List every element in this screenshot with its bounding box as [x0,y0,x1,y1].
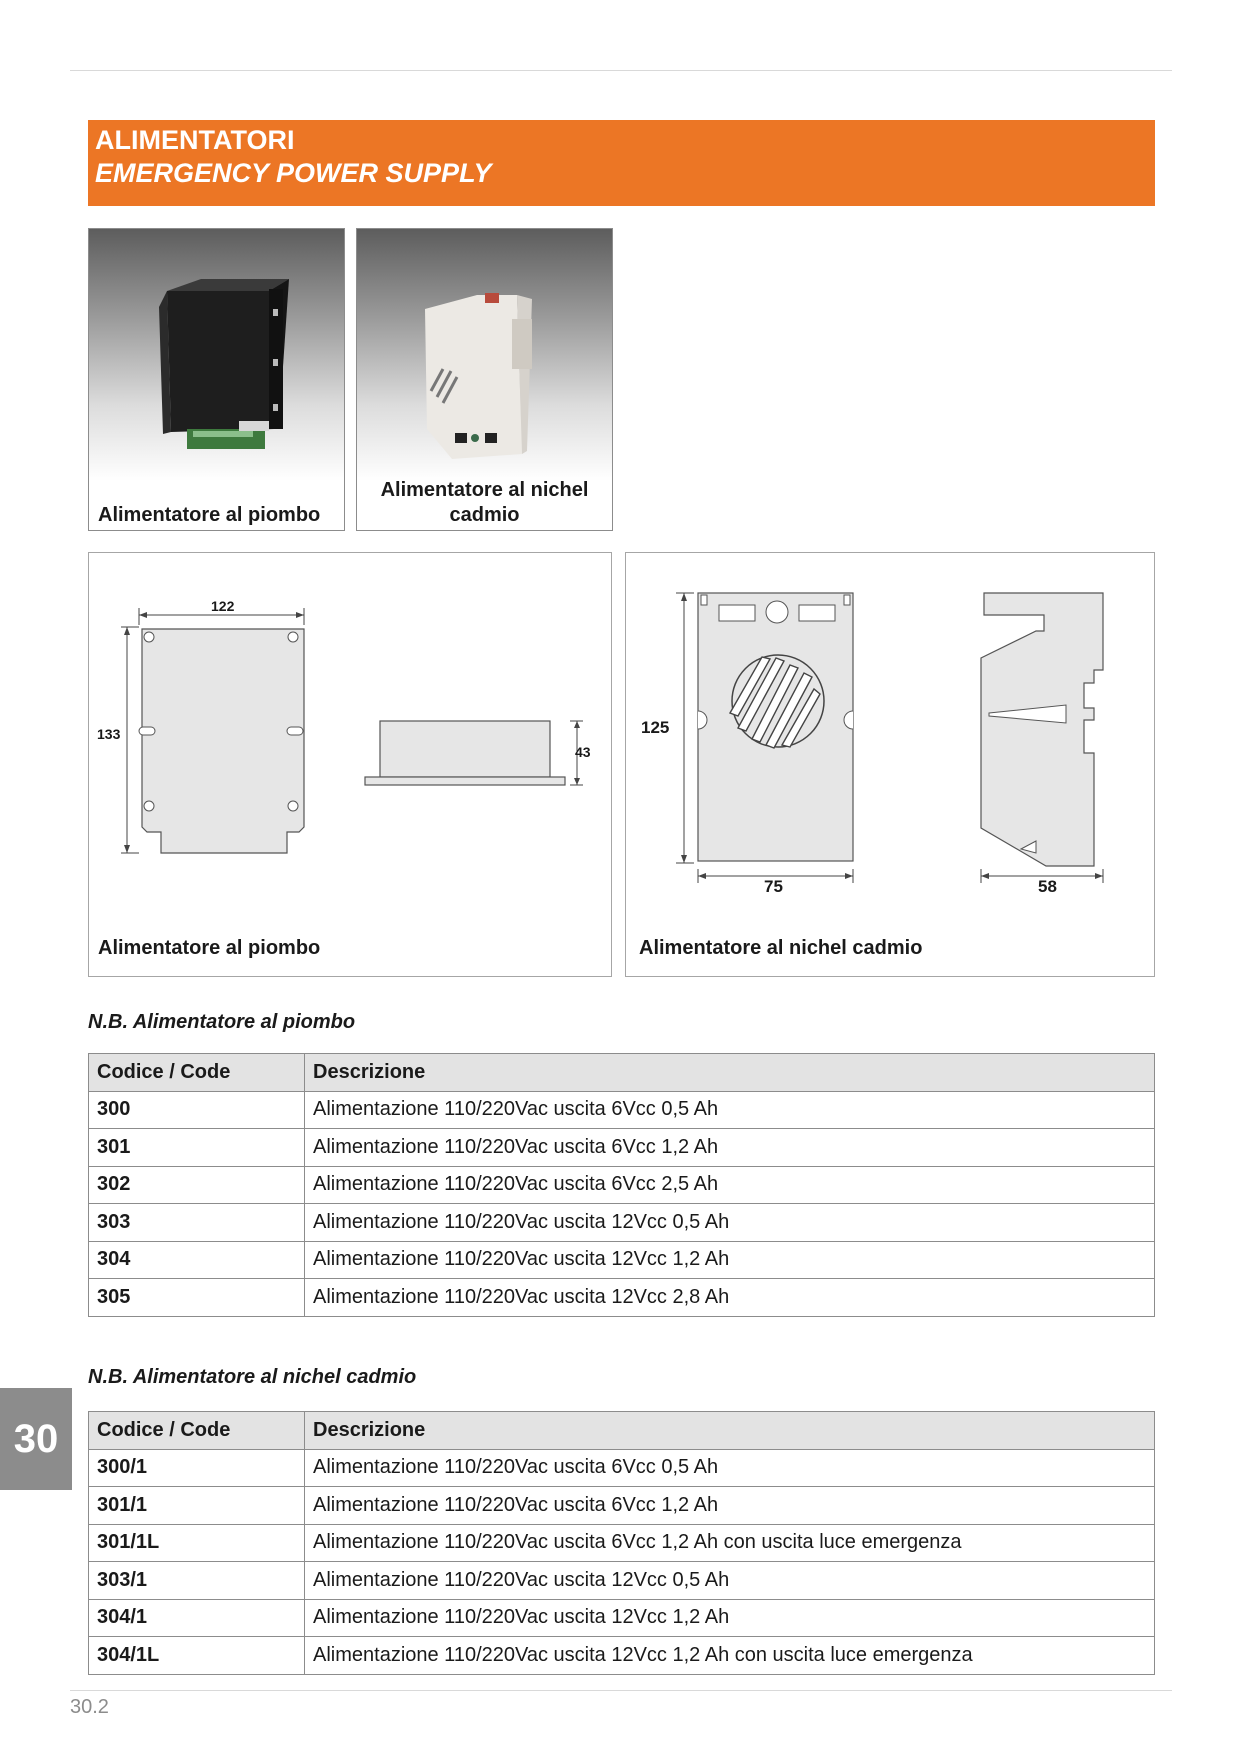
dim-nickel-depth: 58 [1038,877,1057,896]
section-title: ALIMENTATORI [95,125,295,155]
note-lead: N.B. Alimentatore al piombo [88,1011,356,1033]
column-header-description: Descrizione [305,1412,1155,1450]
cell-description: Alimentazione 110/220Vac uscita 12Vcc 0,5 Ah [305,1204,1155,1242]
drawing-lead-caption: Alimentatore al piombo [98,937,321,959]
column-header-description: Descrizione [305,1054,1155,1092]
drawing-lead-box [88,552,612,977]
note-nickel: N.B. Alimentatore al nichel cadmio [88,1366,417,1388]
table-row [89,1279,1155,1317]
dim-nickel-height: 125 [641,718,670,737]
table-row [89,1241,1155,1279]
column-header-code: Codice / Code [89,1412,305,1450]
nickel-side-body [981,593,1103,866]
cell-description: Alimentazione 110/220Vac uscita 12Vcc 2,8 Ah [305,1279,1155,1317]
cell-description: Alimentazione 110/220Vac uscita 12Vcc 1,2 Ah [305,1241,1155,1279]
lead-side-body [380,721,550,777]
cell-code: 303 [89,1204,305,1242]
cell-code: 301/1L [89,1524,305,1562]
top-rule [70,70,1172,71]
cell-description: Alimentazione 110/220Vac uscita 6Vcc 1,2 Ah [305,1487,1155,1525]
cell-code: 304/1 [89,1599,305,1637]
cell-code: 305 [89,1279,305,1317]
photo-nickel-caption: Alimentatore al nichel cadmio [380,479,589,526]
bottom-rule [70,1690,1172,1691]
cell-description: Alimentazione 110/220Vac uscita 6Vcc 0,5 Ah [305,1091,1155,1129]
cell-code: 301 [89,1129,305,1167]
lead-unit-photo-illustration [89,229,344,481]
dim-lead-width: 122 [211,598,235,614]
dim-nickel-width: 75 [764,877,783,896]
lead-side-base [365,777,565,785]
photo-nickel-unit [356,228,613,531]
table-nickel [88,1411,1155,1675]
cell-description: Alimentazione 110/220Vac uscita 12Vcc 0,5 Ah [305,1562,1155,1600]
drawing-nickel-box [625,552,1155,977]
cell-description: Alimentazione 110/220Vac uscita 6Vcc 2,5 Ah [305,1166,1155,1204]
cell-description: Alimentazione 110/220Vac uscita 6Vcc 0,5 Ah [305,1449,1155,1487]
table-row [89,1524,1155,1562]
dim-lead-depth: 43 [575,744,591,760]
table-row [89,1562,1155,1600]
cell-description: Alimentazione 110/220Vac uscita 12Vcc 1,2 Ah con uscita luce emergenza [305,1637,1155,1675]
cell-code: 303/1 [89,1562,305,1600]
table-row [89,1129,1155,1167]
cell-description: Alimentazione 110/220Vac uscita 6Vcc 1,2 Ah [305,1129,1155,1167]
drawing-lead-svg [89,553,611,976]
cell-code: 304 [89,1241,305,1279]
table-header-row [89,1412,1155,1450]
cell-code: 302 [89,1166,305,1204]
table-row [89,1599,1155,1637]
cell-description: Alimentazione 110/220Vac uscita 6Vcc 1,2 Ah con uscita luce emergenza [305,1524,1155,1562]
nickel-unit-photo-illustration [357,229,612,481]
table-header-row [89,1054,1155,1092]
photo-lead-unit [88,228,345,531]
table-row [89,1449,1155,1487]
table-row [89,1637,1155,1675]
table-row [89,1204,1155,1242]
cell-code: 300 [89,1091,305,1129]
section-tab: 30 [0,1388,72,1490]
table-row [89,1166,1155,1204]
table-lead [88,1053,1155,1317]
dim-lead-height: 133 [97,726,121,742]
lead-plate-front [142,629,304,853]
page-number: 30.2 [70,1696,109,1718]
cell-code: 300/1 [89,1449,305,1487]
photo-lead-caption: Alimentatore al piombo [98,504,321,526]
cell-code: 304/1L [89,1637,305,1675]
table-row [89,1091,1155,1129]
drawing-nickel-caption: Alimentatore al nichel cadmio [639,937,923,959]
cell-description: Alimentazione 110/220Vac uscita 12Vcc 1,2 Ah [305,1599,1155,1637]
drawing-nickel-svg [626,553,1154,976]
section-header [88,120,1155,206]
cell-code: 301/1 [89,1487,305,1525]
table-row [89,1487,1155,1525]
section-subtitle: EMERGENCY POWER SUPPLY [95,158,492,188]
column-header-code: Codice / Code [89,1054,305,1092]
